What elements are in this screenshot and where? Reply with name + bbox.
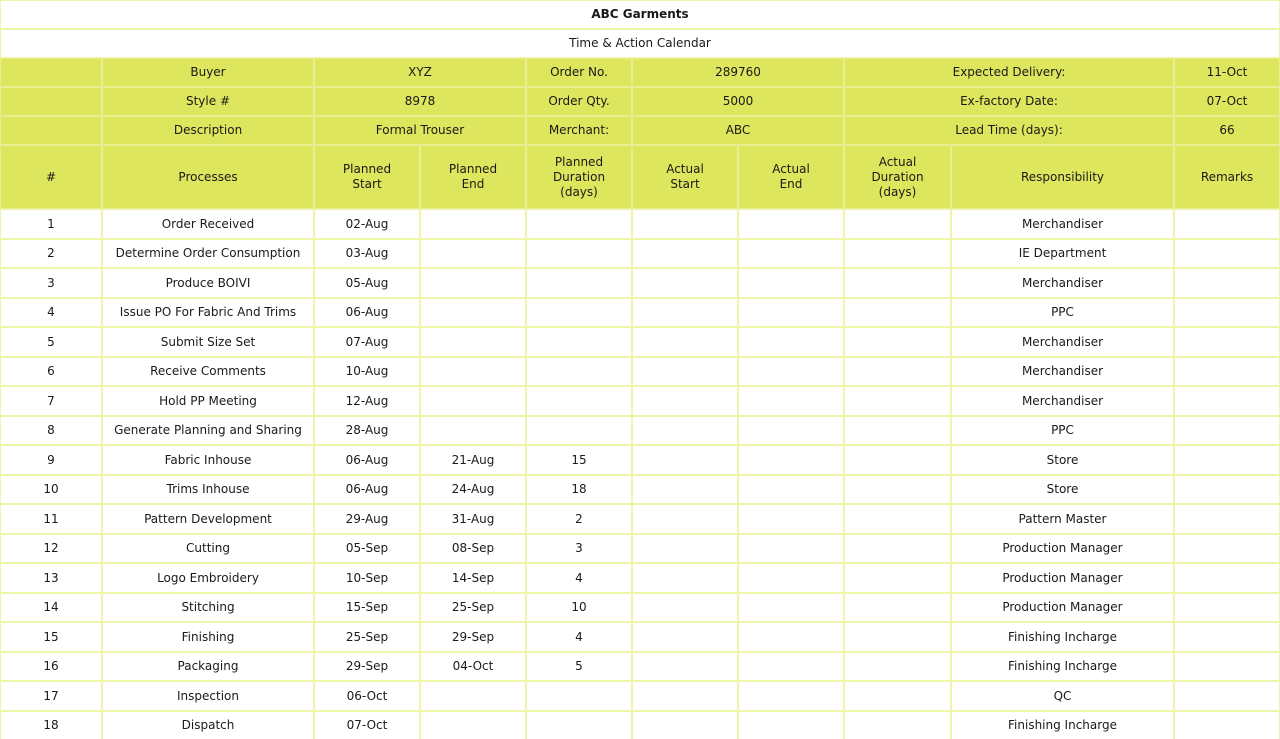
planned-start-cell: 06-Aug: [314, 475, 420, 504]
planned-duration-cell: 5: [526, 652, 632, 681]
planned-duration-cell: [526, 209, 632, 239]
lead-time-value: 66: [1174, 116, 1280, 145]
planned-start-cell: 29-Sep: [314, 652, 420, 681]
actual-end-cell: [738, 504, 844, 534]
actual-duration-cell: [844, 298, 951, 327]
planned-duration-cell: [526, 298, 632, 327]
sheet-subtitle: Time & Action Calendar: [0, 29, 1280, 58]
process-cell: Inspection: [102, 681, 314, 711]
planned-end-cell: [420, 416, 526, 445]
column-header-processes: Processes: [102, 145, 314, 209]
actual-start-cell: [632, 357, 738, 386]
remarks-cell: [1174, 681, 1280, 711]
row-number-cell: 9: [0, 445, 102, 475]
actual-duration-cell: [844, 681, 951, 711]
style-value: 8978: [314, 87, 526, 116]
planned-duration-cell: 4: [526, 563, 632, 593]
responsibility-cell: IE Department: [951, 239, 1174, 268]
actual-start-cell: [632, 445, 738, 475]
expected-delivery-value: 11-Oct: [1174, 58, 1280, 87]
info-blank-cell: [0, 116, 102, 145]
actual-start-cell: [632, 622, 738, 652]
planned-start-cell: 28-Aug: [314, 416, 420, 445]
planned-duration-cell: 4: [526, 622, 632, 652]
planned-duration-cell: 15: [526, 445, 632, 475]
merchant-value: ABC: [632, 116, 844, 145]
actual-duration-cell: [844, 327, 951, 357]
planned-end-cell: 25-Sep: [420, 593, 526, 622]
responsibility-cell: Finishing Incharge: [951, 711, 1174, 739]
actual-duration-cell: [844, 711, 951, 739]
style-label: Style #: [102, 87, 314, 116]
column-header-planned-end: Planned End: [420, 145, 526, 209]
remarks-cell: [1174, 268, 1280, 298]
planned-end-cell: 24-Aug: [420, 475, 526, 504]
row-number-cell: 14: [0, 593, 102, 622]
actual-start-cell: [632, 711, 738, 739]
row-number-cell: 12: [0, 534, 102, 563]
planned-duration-cell: 3: [526, 534, 632, 563]
row-number-cell: 2: [0, 239, 102, 268]
responsibility-cell: PPC: [951, 298, 1174, 327]
actual-start-cell: [632, 239, 738, 268]
planned-start-cell: 10-Sep: [314, 563, 420, 593]
planned-start-cell: 10-Aug: [314, 357, 420, 386]
planned-duration-cell: 18: [526, 475, 632, 504]
process-cell: Fabric Inhouse: [102, 445, 314, 475]
planned-start-cell: 05-Sep: [314, 534, 420, 563]
actual-end-cell: [738, 681, 844, 711]
responsibility-cell: PPC: [951, 416, 1174, 445]
actual-start-cell: [632, 563, 738, 593]
process-cell: Issue PO For Fabric And Trims: [102, 298, 314, 327]
planned-end-cell: [420, 209, 526, 239]
column-header-remarks: Remarks: [1174, 145, 1280, 209]
actual-start-cell: [632, 652, 738, 681]
responsibility-cell: Merchandiser: [951, 357, 1174, 386]
planned-duration-cell: [526, 681, 632, 711]
actual-duration-cell: [844, 445, 951, 475]
actual-start-cell: [632, 386, 738, 416]
exfactory-date-value: 07-Oct: [1174, 87, 1280, 116]
sheet-title: ABC Garments: [0, 0, 1280, 29]
order-qty-value: 5000: [632, 87, 844, 116]
actual-start-cell: [632, 534, 738, 563]
buyer-value: XYZ: [314, 58, 526, 87]
row-number-cell: 5: [0, 327, 102, 357]
remarks-cell: [1174, 534, 1280, 563]
remarks-cell: [1174, 386, 1280, 416]
remarks-cell: [1174, 445, 1280, 475]
planned-start-cell: 03-Aug: [314, 239, 420, 268]
column-header-planned-duration: Planned Duration (days): [526, 145, 632, 209]
row-number-cell: 16: [0, 652, 102, 681]
planned-end-cell: [420, 711, 526, 739]
row-number-cell: 18: [0, 711, 102, 739]
planned-duration-cell: [526, 327, 632, 357]
planned-end-cell: 29-Sep: [420, 622, 526, 652]
remarks-cell: [1174, 416, 1280, 445]
planned-end-cell: [420, 298, 526, 327]
actual-end-cell: [738, 357, 844, 386]
planned-start-cell: 07-Oct: [314, 711, 420, 739]
process-cell: Produce BOIVI: [102, 268, 314, 298]
actual-start-cell: [632, 416, 738, 445]
process-cell: Stitching: [102, 593, 314, 622]
actual-end-cell: [738, 563, 844, 593]
actual-duration-cell: [844, 563, 951, 593]
row-number-cell: 3: [0, 268, 102, 298]
process-cell: Logo Embroidery: [102, 563, 314, 593]
planned-duration-cell: 2: [526, 504, 632, 534]
actual-end-cell: [738, 298, 844, 327]
actual-start-cell: [632, 593, 738, 622]
planned-start-cell: 06-Aug: [314, 298, 420, 327]
responsibility-cell: Merchandiser: [951, 268, 1174, 298]
process-cell: Finishing: [102, 622, 314, 652]
planned-duration-cell: 10: [526, 593, 632, 622]
info-blank-cell: [0, 58, 102, 87]
actual-start-cell: [632, 504, 738, 534]
column-header-planned-start: Planned Start: [314, 145, 420, 209]
planned-end-cell: [420, 268, 526, 298]
actual-start-cell: [632, 209, 738, 239]
actual-duration-cell: [844, 416, 951, 445]
column-header-number: #: [0, 145, 102, 209]
actual-duration-cell: [844, 504, 951, 534]
actual-duration-cell: [844, 652, 951, 681]
planned-end-cell: 04-Oct: [420, 652, 526, 681]
order-qty-label: Order Qty.: [526, 87, 632, 116]
remarks-cell: [1174, 327, 1280, 357]
remarks-cell: [1174, 652, 1280, 681]
process-cell: Trims Inhouse: [102, 475, 314, 504]
remarks-cell: [1174, 475, 1280, 504]
responsibility-cell: Store: [951, 475, 1174, 504]
planned-end-cell: [420, 357, 526, 386]
planned-start-cell: 02-Aug: [314, 209, 420, 239]
remarks-cell: [1174, 357, 1280, 386]
planned-end-cell: [420, 327, 526, 357]
expected-delivery-label: Expected Delivery:: [844, 58, 1174, 87]
actual-start-cell: [632, 475, 738, 504]
responsibility-cell: Merchandiser: [951, 386, 1174, 416]
row-number-cell: 1: [0, 209, 102, 239]
actual-start-cell: [632, 268, 738, 298]
process-cell: Cutting: [102, 534, 314, 563]
merchant-label: Merchant:: [526, 116, 632, 145]
planned-end-cell: 31-Aug: [420, 504, 526, 534]
actual-duration-cell: [844, 357, 951, 386]
responsibility-cell: Production Manager: [951, 534, 1174, 563]
actual-end-cell: [738, 239, 844, 268]
row-number-cell: 4: [0, 298, 102, 327]
responsibility-cell: Production Manager: [951, 563, 1174, 593]
actual-end-cell: [738, 327, 844, 357]
process-cell: Submit Size Set: [102, 327, 314, 357]
planned-end-cell: [420, 386, 526, 416]
process-cell: Dispatch: [102, 711, 314, 739]
responsibility-cell: QC: [951, 681, 1174, 711]
column-header-actual-start: Actual Start: [632, 145, 738, 209]
row-number-cell: 15: [0, 622, 102, 652]
remarks-cell: [1174, 563, 1280, 593]
remarks-cell: [1174, 239, 1280, 268]
planned-duration-cell: [526, 416, 632, 445]
column-header-responsibility: Responsibility: [951, 145, 1174, 209]
description-label: Description: [102, 116, 314, 145]
responsibility-cell: Finishing Incharge: [951, 622, 1174, 652]
planned-end-cell: 14-Sep: [420, 563, 526, 593]
order-no-value: 289760: [632, 58, 844, 87]
actual-end-cell: [738, 268, 844, 298]
process-cell: Determine Order Consumption: [102, 239, 314, 268]
actual-end-cell: [738, 622, 844, 652]
remarks-cell: [1174, 593, 1280, 622]
actual-start-cell: [632, 298, 738, 327]
process-cell: Packaging: [102, 652, 314, 681]
actual-duration-cell: [844, 386, 951, 416]
actual-duration-cell: [844, 209, 951, 239]
row-number-cell: 13: [0, 563, 102, 593]
planned-duration-cell: [526, 386, 632, 416]
process-cell: Receive Comments: [102, 357, 314, 386]
responsibility-cell: Merchandiser: [951, 327, 1174, 357]
buyer-label: Buyer: [102, 58, 314, 87]
info-blank-cell: [0, 87, 102, 116]
planned-start-cell: 15-Sep: [314, 593, 420, 622]
remarks-cell: [1174, 209, 1280, 239]
actual-end-cell: [738, 475, 844, 504]
row-number-cell: 17: [0, 681, 102, 711]
process-cell: Order Received: [102, 209, 314, 239]
actual-duration-cell: [844, 239, 951, 268]
actual-start-cell: [632, 327, 738, 357]
row-number-cell: 7: [0, 386, 102, 416]
planned-start-cell: 25-Sep: [314, 622, 420, 652]
remarks-cell: [1174, 622, 1280, 652]
remarks-cell: [1174, 504, 1280, 534]
actual-end-cell: [738, 652, 844, 681]
planned-start-cell: 12-Aug: [314, 386, 420, 416]
row-number-cell: 11: [0, 504, 102, 534]
process-cell: Hold PP Meeting: [102, 386, 314, 416]
actual-end-cell: [738, 386, 844, 416]
remarks-cell: [1174, 298, 1280, 327]
planned-start-cell: 06-Oct: [314, 681, 420, 711]
responsibility-cell: Finishing Incharge: [951, 652, 1174, 681]
planned-end-cell: 21-Aug: [420, 445, 526, 475]
process-cell: Pattern Development: [102, 504, 314, 534]
row-number-cell: 6: [0, 357, 102, 386]
actual-duration-cell: [844, 475, 951, 504]
actual-end-cell: [738, 445, 844, 475]
actual-end-cell: [738, 416, 844, 445]
actual-duration-cell: [844, 534, 951, 563]
planned-start-cell: 29-Aug: [314, 504, 420, 534]
column-header-actual-duration: Actual Duration (days): [844, 145, 951, 209]
responsibility-cell: Pattern Master: [951, 504, 1174, 534]
actual-duration-cell: [844, 622, 951, 652]
planned-end-cell: [420, 681, 526, 711]
lead-time-label: Lead Time (days):: [844, 116, 1174, 145]
planned-duration-cell: [526, 239, 632, 268]
planned-duration-cell: [526, 268, 632, 298]
actual-end-cell: [738, 593, 844, 622]
planned-end-cell: [420, 239, 526, 268]
planned-duration-cell: [526, 357, 632, 386]
process-cell: Generate Planning and Sharing: [102, 416, 314, 445]
actual-end-cell: [738, 534, 844, 563]
description-value: Formal Trouser: [314, 116, 526, 145]
order-no-label: Order No.: [526, 58, 632, 87]
planned-start-cell: 06-Aug: [314, 445, 420, 475]
row-number-cell: 8: [0, 416, 102, 445]
planned-end-cell: 08-Sep: [420, 534, 526, 563]
responsibility-cell: Store: [951, 445, 1174, 475]
exfactory-date-label: Ex-factory Date:: [844, 87, 1174, 116]
planned-duration-cell: [526, 711, 632, 739]
remarks-cell: [1174, 711, 1280, 739]
actual-start-cell: [632, 681, 738, 711]
planned-start-cell: 07-Aug: [314, 327, 420, 357]
actual-duration-cell: [844, 268, 951, 298]
row-number-cell: 10: [0, 475, 102, 504]
responsibility-cell: Production Manager: [951, 593, 1174, 622]
actual-duration-cell: [844, 593, 951, 622]
actual-end-cell: [738, 209, 844, 239]
actual-end-cell: [738, 711, 844, 739]
planned-start-cell: 05-Aug: [314, 268, 420, 298]
column-header-actual-end: Actual End: [738, 145, 844, 209]
responsibility-cell: Merchandiser: [951, 209, 1174, 239]
